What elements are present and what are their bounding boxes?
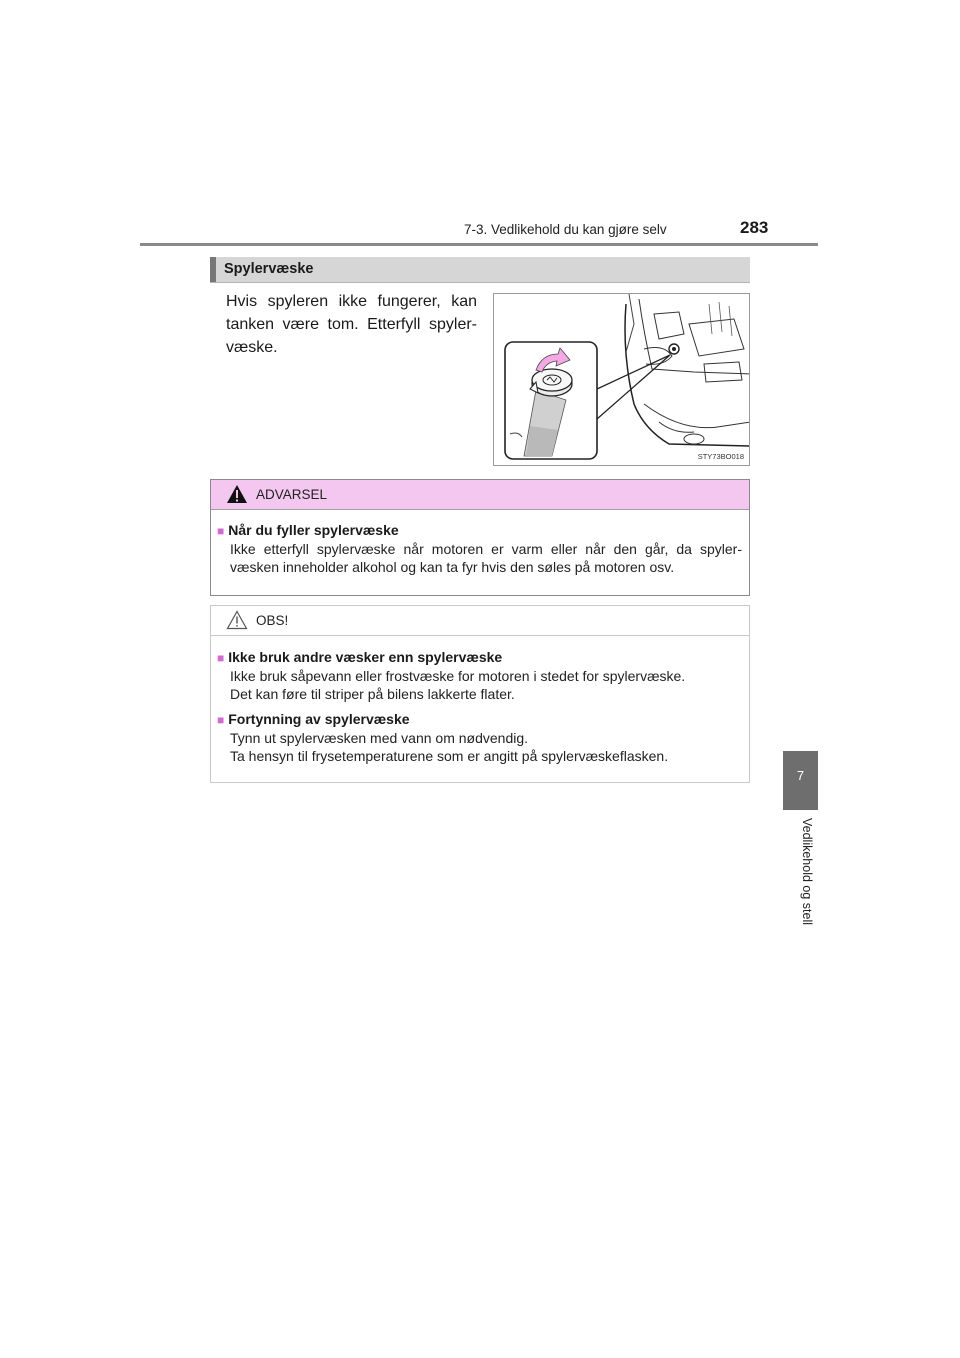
header-section-title: 7-3. Vedlikehold du kan gjøre selv (464, 222, 667, 237)
caution-title: OBS! (256, 613, 289, 628)
section-heading-accent (210, 257, 216, 282)
washer-fluid-cap-illustration (494, 294, 750, 466)
warning-item-title: Når du fyller spylervæske (228, 522, 399, 538)
caution-item (217, 710, 742, 765)
warning-title: ADVARSEL (256, 487, 328, 502)
caution-item-title: Ikke bruk andre væsker enn spylervæske (228, 649, 503, 665)
caution-item-body-line: Det kan føre til striper på bilens lakkerte flater. (230, 686, 515, 702)
page-number: 283 (740, 218, 769, 237)
intro-paragraph: Hvis spyleren ikke fungerer, kan tanken være tom. Etterfyll spyler- væske. (226, 293, 477, 356)
bullet-square-icon: ■ (217, 524, 225, 538)
caution-item-body-line: Ikke bruk såpevann eller frostvæske for motoren i stedet for spylervæske. (230, 668, 686, 684)
section-heading-bar (210, 257, 750, 283)
warning-header (211, 480, 749, 510)
warning-triangle-icon (226, 484, 248, 504)
figure-code: STY73BO018 (697, 452, 744, 461)
chapter-tab-label: Vedlikehold og stell (800, 818, 814, 926)
warning-item-body: Ikke etterfyll spylervæske når motoren er varm eller når den går, da spyler- væsken inneholder alkohol og kan ta fyr hvis den søles på motoren osv. (230, 541, 742, 575)
caution-triangle-icon (226, 610, 248, 630)
bullet-square-icon: ■ (217, 713, 225, 727)
washer-fluid-figure (493, 293, 750, 466)
caution-item-title: Fortynning av spylervæske (228, 711, 410, 727)
chapter-tab-number: 7 (796, 768, 805, 783)
caution-header (211, 606, 749, 636)
warning-box (210, 479, 750, 596)
caution-item-body-line: Ta hensyn til frysetemperaturene som er angitt på spylervæskeflasken. (230, 748, 669, 764)
caution-item-body-line: Tynn ut spylervæsken med vann om nødvendig. (230, 730, 529, 746)
caution-item (217, 648, 742, 703)
header-divider (140, 243, 818, 246)
warning-item (217, 521, 742, 576)
section-heading: Spylervæske (224, 261, 314, 277)
bullet-square-icon: ■ (217, 651, 225, 665)
caution-box (210, 605, 750, 783)
